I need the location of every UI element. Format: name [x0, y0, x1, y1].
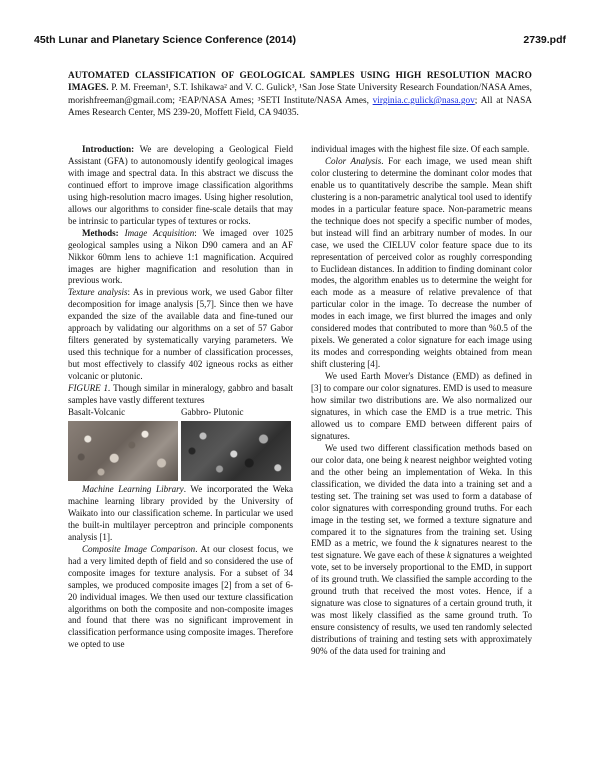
figure-caption: FIGURE 1. Though similar in mineralogy, gabbro and basalt samples have vastly different textures — [68, 383, 293, 406]
texture-paragraph: Texture analysis: As in previous work, we used Gabor filter decomposition for image analysis [5,7]. Since then we have expanded the size of the available data and fine-tuned our approach by validating our algorithms on a set of 57 Gabor filters generated by systematically varying parameters. We used this technique for a number of classification processes, but most effectively to classify 402 igneous rocks as either volcanic or plutonic. — [68, 287, 294, 382]
conference-name: 45th Lunar and Planetary Science Conference (2014) — [34, 34, 297, 46]
author-list: P. M. Freeman¹, S.T. Ishikawa² and V. C. Gulick³, ¹San Jose State University Research Foundation/NASA Ames, morishfreeman@gmail.com; ²EAP/NASA Ames; ³SETI Institute/NASA Ames, — [68, 83, 532, 106]
intro-heading: Introduction: — [82, 144, 135, 154]
figure-images — [68, 421, 293, 481]
color-subheading: Color Analysis — [325, 155, 382, 166]
title-block — [68, 70, 532, 120]
figure-labels — [68, 407, 293, 420]
basalt-rock-image — [68, 421, 178, 481]
texture-subheading: Texture analysis — [68, 287, 128, 298]
page-header — [34, 34, 566, 50]
figure-label-gabbro: Gabbro- Plutonic — [181, 406, 244, 417]
ml-paragraph: Machine Learning Library. We incorporated the Weka machine learning library provided by the University of Waikato into our classification scheme. In particular we used the built-in multilayer perceptron and principle components analysis [1]. — [68, 483, 294, 542]
left-column — [68, 144, 293, 651]
gabbro-rock-image — [181, 421, 291, 481]
continued-paragraph: individual images with the highest file size. Of each sample. — [311, 144, 530, 154]
right-column — [311, 144, 532, 658]
intro-paragraph: Introduction: We are developing a Geological Field Assistant (GFA) to autonomously identify geological images with image and spectral data. In this abstract we discuss the continued effort to improve image classification algorithms using high-resolution macro images. Using higher resolution, allows our algorithms to consider fine-scale details that may be intrinsic to particular types of textures or rocks. — [68, 144, 293, 226]
color-paragraph: Color Analysis. For each image, we used mean shift color clustering to determine the dominant color modes that enable us to quantitatively describe the sample. Mean shift clustering is a non-parametric analytical tool used to identify modes in a particular feature space. Non-parametric means the technique does not specify a specific number of modes, but instead will find an arbitrary number of modes. In our case, we used the CIELUV color feature space due to its representation of perceived color as roughly corresponding to Euclidean distances. In addition to finding dominant color modes, the algorithm enables us to determine the weight for each mode as a measure of relative prevalence of that particular color in the image. To decrease the number of modes in each image, we first blurred the images and only considered modes that contributed to more than %0.5 of the pixels. We generated a color signature for each image using its modes and corresponding weights obtained from mean shift clustering [4]. — [311, 155, 533, 370]
figure-label-basalt: Basalt-Volcanic — [68, 406, 126, 417]
methods-heading: Methods: — [82, 227, 119, 238]
emd-paragraph: We used Earth Mover's Distance (EMD) as defined in [3] to compare our color signatures. EMD is used to measure how similar two distributions are. We also normalized our signatures, in which case the EMD is a true metric. This allowed us to compare EMD between different pairs of signatures. — [311, 371, 532, 441]
figure-label: FIGURE 1. — [68, 383, 111, 394]
affiliation-tail: ; All at NASA Ames Research Center, MS 239-20, Moffett Field, CA 94035. — [68, 95, 532, 119]
email-link[interactable]: virginia.c.gulick@nasa.gov — [372, 95, 475, 106]
paper-id: 2739.pdf — [523, 34, 566, 46]
knn-paragraph: We used two different classification methods based on our color data, one being k nearest neighbor weighted voting and the other being an implementation of Weka. In this classification, we divided the data into a training set and a testing set. The training set was used to form a database of color signatures with corresponding ground truths. For each image in the testing set, we formed a texture signature and compared it to the signatures from the training set. Using EMD as a metric, we found the k signatures nearest to the test signature. We gave each of these k signatures a weighted vote, set to be inversely proportional to the EMD, in support of its ground truth. We classified the sample according to the ground truth that received the most votes. Hence, if a signature was close to signatures of a certain ground truth, it was most likely classified as the same ground truth. To ensure consistency of results, we used ten randomly selected distributions of training and testing sets with approximately 90% of the data used for training and — [311, 442, 533, 657]
paper-title: AUTOMATED CLASSIFICATION OF GEOLOGICAL SAMPLES USING HIGH RESOLUTION MACRO IMAGES. — [68, 71, 532, 94]
methods-paragraph: Methods: Image Acquisition: We imaged over 1025 geological samples using a Nikon D90 camera and an AF Nikkor 60mm lens to achieve 1:1 magnification. Acquired images are higher magnification and resolution than in previous work. — [68, 227, 293, 286]
composite-paragraph: Composite Image Comparison. At our closest focus, we had a very limited depth of field and so considered the use of composite images for texture analysis. For a subset of 34 samples, we produced composite images [2] from a set of 6-20 individual images. We then used our texture classification algorithms on both the composite and non-composite images and found that there was no significant improvement in classification performance using composite images. Therefore we opted to use — [68, 543, 293, 650]
composite-subheading: Composite Image Comparison — [82, 543, 196, 554]
image-acquisition-subheading: Image Acquisition — [118, 227, 195, 238]
ml-subheading: Machine Learning Library — [82, 483, 184, 494]
